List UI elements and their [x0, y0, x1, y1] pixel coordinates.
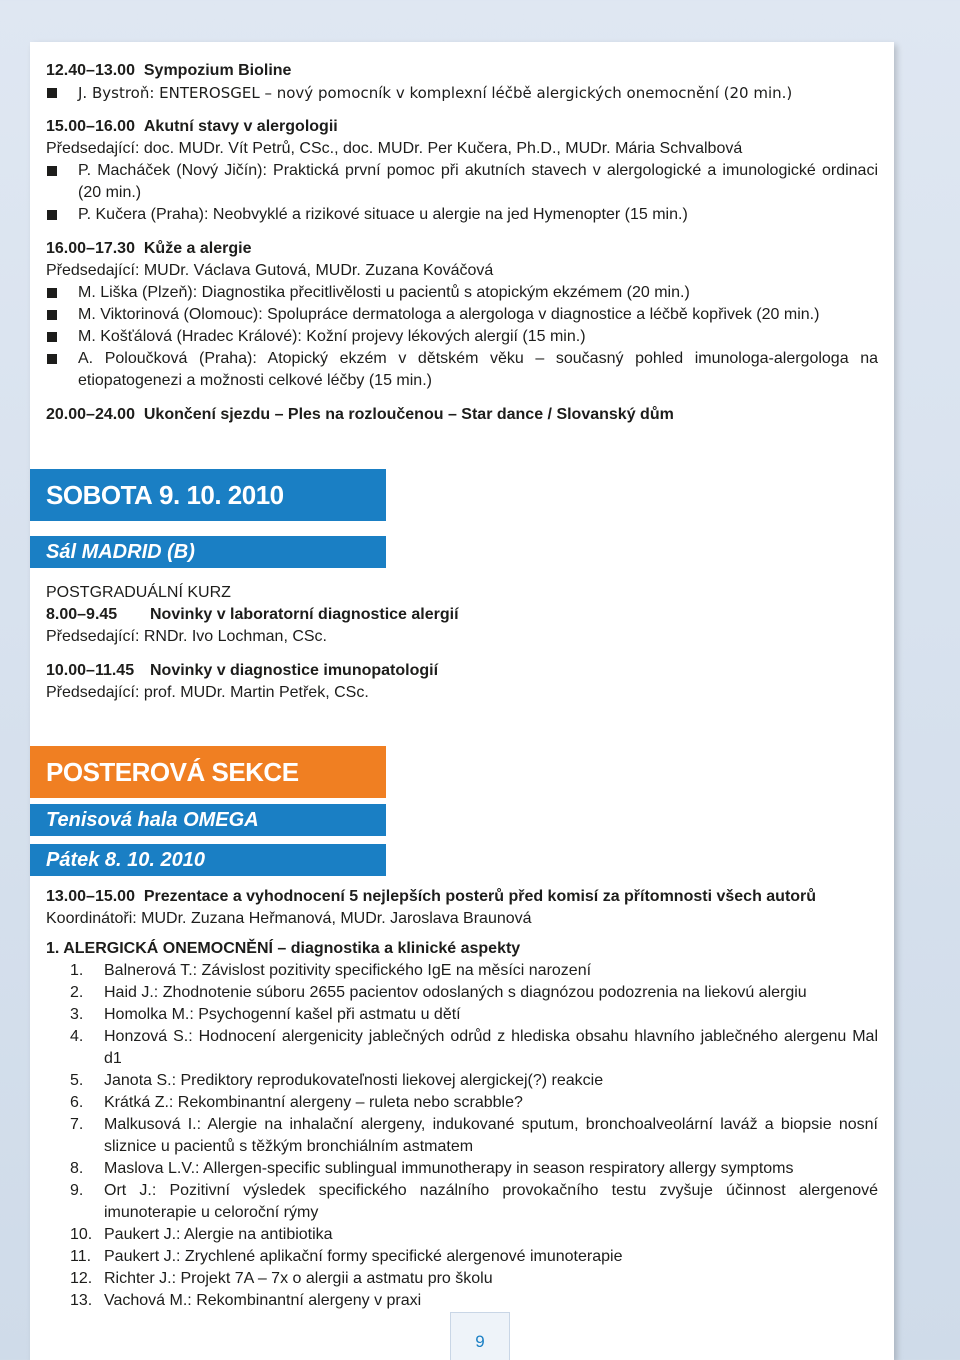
poster-item: 12. Richter J.: Projekt 7A – 7x o alergii a astmatu pro školu — [70, 1270, 493, 1287]
poster-item: 5. Janota S.: Prediktory reprodukovateľnosti liekovej alergickej(?) reakcie — [70, 1072, 604, 1089]
bullet-icon — [47, 210, 57, 220]
session-coordinators: Koordinátoři: MUDr. Zuzana Heřmanová, MUDr. Jaroslava Braunová — [46, 910, 532, 927]
bullet-icon — [47, 354, 57, 364]
poster-item: 4. Honzová S.: Hodnocení alergenicity jablečných odrůd z hlediska obsahu hlavního jablečného alergenu Mal d1 — [70, 1028, 878, 1067]
session-chairs: Předsedající: prof. MUDr. Martin Petřek, CSc. — [46, 684, 369, 701]
poster-item: 10. Paukert J.: Alergie na antibiotika — [70, 1226, 333, 1243]
friday-program — [46, 60, 878, 426]
session-heading: 13.00–15.00 Prezentace a vyhodnocení 5 nejlepších posterů před komisí za přítomnosti všech autorů — [46, 888, 817, 905]
hall-banner: Tenisová hala OMEGA — [30, 804, 386, 836]
session-heading: 12.40–13.00 Sympozium Bioline — [46, 62, 292, 79]
day-banner: SOBOTA 9. 10. 2010 — [30, 469, 386, 521]
hall-banner: Sál MADRID (B) — [30, 536, 386, 568]
list-item: P. Kučera (Praha): Neobvyklé a rizikové situace u alergie na jed Hymenopter (15 min.) — [46, 204, 878, 226]
poster-program — [46, 886, 878, 1312]
list-item: M. Liška (Plzeň): Diagnostika přecitlivělosti u pacientů s atopickým ekzémem (20 min.) — [46, 282, 878, 304]
list-item: J. Bystroň: ENTEROSGEL – nový pomocník v komplexní léčbě alergických onemocnění (20 min.) — [46, 82, 878, 104]
poster-item: 13. Vachová M.: Rekombinantní alergeny v praxi — [70, 1292, 422, 1309]
page-number: 9 — [450, 1312, 510, 1360]
poster-item: 11. Paukert J.: Zrychlené aplikační formy specifické alergenové imunoterapie — [70, 1248, 623, 1265]
poster-item: 6. Krátká Z.: Rekombinantní alergeny – ruleta nebo scrabble? — [70, 1094, 523, 1111]
bullet-icon — [47, 288, 57, 298]
poster-item: 1. Balnerová T.: Závislost pozitivity specifického IgE na měsíci narození — [70, 962, 592, 979]
poster-banner: POSTEROVÁ SEKCE — [30, 746, 386, 798]
saturday-program — [46, 582, 878, 704]
list-item: A. Poloučková (Praha): Atopický ekzém v dětském věku – současný pohled imunologa-alergologa na etiopatogenezi a možnosti celkové léčby (15 min.) — [46, 348, 878, 392]
date-banner: Pátek 8. 10. 2010 — [30, 844, 386, 876]
session-heading: 10.00–11.45 Novinky v diagnostice imunopatologií — [46, 662, 439, 679]
poster-item: 8. Maslova L.V.: Allergen-specific sublingual immunotherapy in season respiratory allergy symptoms — [70, 1160, 794, 1177]
poster-item: 2. Haid J.: Zhodnotenie súboru 2655 pacientov odoslaných s diagnózou podozrenia na liekovú alergiu — [70, 984, 807, 1001]
list-item: M. Košťálová (Hradec Králové): Kožní projevy lékových alergií (15 min.) — [46, 326, 878, 348]
poster-category: 1. ALERGICKÁ ONEMOCNĚNÍ – diagnostika a klinické aspekty — [46, 940, 521, 957]
session-heading: 8.00–9.45 Novinky v laboratorní diagnostice alergií — [46, 606, 459, 623]
bullet-icon — [47, 166, 57, 176]
session-heading: 16.00–17.30 Kůže a alergie — [46, 240, 252, 257]
bullet-icon — [47, 332, 57, 342]
list-item: M. Viktorinová (Olomouc): Spolupráce dermatologa a alergologa v diagnostice a léčbě kopřivek (20 min.) — [46, 304, 878, 326]
session-heading: 20.00–24.00 Ukončení sjezdu – Ples na rozloučenou – Star dance / Slovanský dům — [46, 406, 674, 423]
course-title: POSTGRADUÁLNÍ KURZ — [46, 584, 231, 601]
poster-item: 3. Homolka M.: Psychogenní kašel při astmatu u dětí — [70, 1006, 461, 1023]
poster-item: 7. Malkusová I.: Alergie na inhalační alergeny, indukované sputum, bronchoalveolární laváž a biopsie nosní sliznice u pacientů s těžkým bronchiálním astmatem — [70, 1116, 878, 1155]
session-chairs: Předsedající: doc. MUDr. Vít Petrů, CSc., doc. MUDr. Per Kučera, Ph.D., MUDr. Mária Schvalbová — [46, 140, 743, 157]
bullet-icon — [47, 88, 57, 98]
list-item: P. Macháček (Nový Jičín): Praktická první pomoc při akutních stavech v alergologické a imunologické ordinaci (20 min.) — [46, 160, 878, 204]
session-chairs: Předsedající: MUDr. Václava Gutová, MUDr. Zuzana Kováčová — [46, 262, 494, 279]
session-chairs: Předsedající: RNDr. Ivo Lochman, CSc. — [46, 628, 327, 645]
poster-item: 9. Ort J.: Pozitivní výsledek specifického nazálního provokačního testu zvyšuje účinnost alergenové imunoterapie u celoroční rýmy — [70, 1182, 878, 1221]
session-heading: 15.00–16.00 Akutní stavy v alergologii — [46, 118, 338, 135]
page-sheet — [30, 42, 894, 1360]
bullet-icon — [47, 310, 57, 320]
